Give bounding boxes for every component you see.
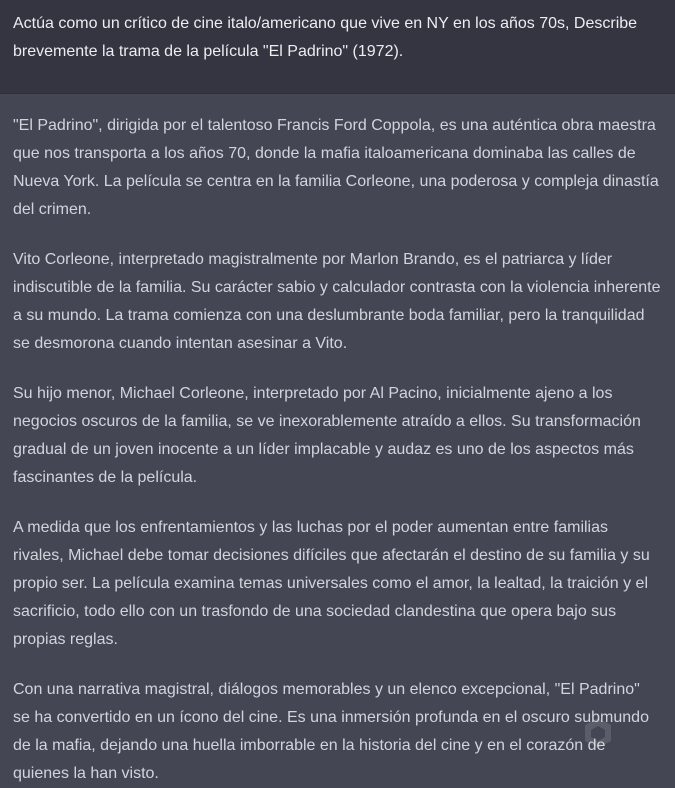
assistant-paragraph: Su hijo menor, Michael Corleone, interpretado por Al Pacino, inicialmente ajeno a los negocios oscuros de la familia, se ve inexorablemente atraído a ellos. Su transformación gradual de un joven inocente a un líder implacable y audaz es uno de los aspectos más fascinantes de la película. xyxy=(13,385,641,486)
user-message-text: Actúa como un crítico de cine italo/americano que vive en NY en los años 70s, Describe brevemente la trama de la película "El Padrino" (1972). xyxy=(13,15,638,60)
user-message-block xyxy=(0,0,675,94)
assistant-message-block xyxy=(0,94,675,788)
assistant-paragraph: Vito Corleone, interpretado magistralmente por Marlon Brando, es el patriarca y líder indiscutible de la familia. Su carácter sabio y calculador contrasta con la violencia inherente a su mundo. La trama comienza con una deslumbrante boda familiar, pero la tranquilidad se desmorona cuando intentan asesinar a Vito. xyxy=(13,251,661,352)
assistant-paragraph: "El Padrino", dirigida por el talentoso Francis Ford Coppola, es una auténtica obra maestra que nos transporta a los años 70, donde la mafia italoamericana dominaba las calles de Nueva York. La película se centra en la familia Corleone, una poderosa y compleja dinastía del crimen. xyxy=(13,117,659,218)
assistant-paragraph: Con una narrativa magistral, diálogos memorables y un elenco excepcional, "El Padrino" se ha convertido en un ícono del cine. Es una inmersión profunda en el oscuro submundo de la mafia, dejando una huella imborrable en la historia del cine y en el corazón de quienes la han visto. xyxy=(13,681,649,782)
watermark-logo-icon xyxy=(581,716,615,750)
assistant-paragraph: A medida que los enfrentamientos y las luchas por el poder aumentan entre familias rivales, Michael debe tomar decisiones difíciles que afectarán el destino de su familia y su propio ser. La película examina temas universales como el amor, la lealtad, la traición y el sacrificio, todo ello con un trasfondo de una sociedad clandestina que opera bajo sus propias reglas. xyxy=(13,519,650,648)
